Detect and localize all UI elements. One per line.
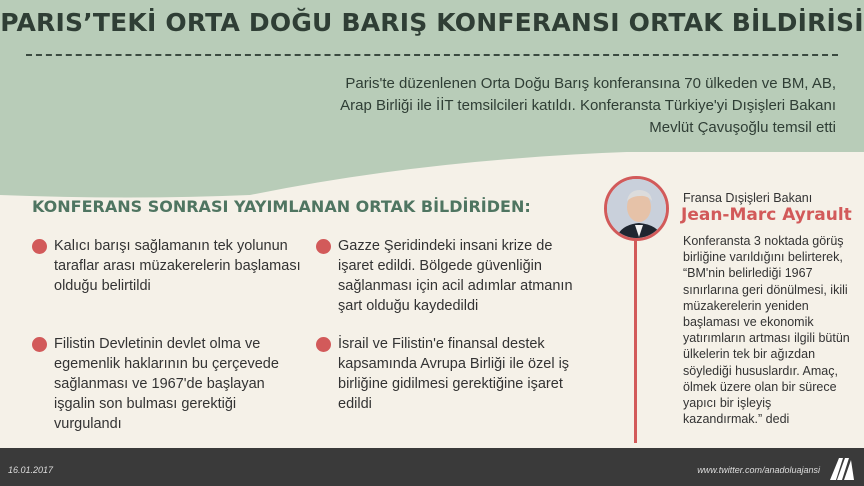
portrait-icon: [607, 179, 669, 241]
circle-bullet-icon: [32, 337, 47, 352]
page-title: PARIS’TEKİ ORTA DOĞU BARIŞ KONFERANSI ORTAK BİLDİRİSİ: [0, 8, 864, 37]
sidebar-role: Fransa Dışişleri Bakanı: [683, 191, 813, 205]
circle-bullet-icon: [316, 337, 331, 352]
bullet-text: İsrail ve Filistin'e finansal destek kapsamında Avrupa Birliği ile özel iş birliğine gidilmesi gerektiğine işaret edildi: [338, 336, 570, 412]
circle-bullet-icon: [316, 239, 331, 254]
sidebar-divider: [634, 218, 637, 443]
footer-bar: [0, 448, 864, 486]
sidebar-quote: Konferansta 3 noktada görüş birliğine varıldığını belirterek, “BM'nin belirlediği 1967 sınırlarına geri dönülmesi, ikili müzakerelerin yeniden başlaması ve ekonomik yatırımların artması ilgili bütün ülkelerin tek bir ağızdan söylediği hususlardır. Amaç, ölmek üzere olan bir sürece yapıcı bir işleyiş kazandırmak.” dedi: [683, 234, 850, 427]
sidebar-name: Jean-Marc Ayrault: [681, 205, 852, 225]
bullet-item: [54, 334, 304, 434]
avatar: [604, 176, 669, 241]
footer-url[interactable]: www.twitter.com/anadoluajansi: [697, 465, 820, 475]
footer-date: 16.01.2017: [8, 465, 54, 475]
bullet-item: [54, 236, 304, 296]
bullet-text: Filistin Devletinin devlet olma ve egemenlik haklarının bu çerçevede sağlanması ve 1967'de başlayan işgalin son bulması gerektiği vurgulandı: [54, 336, 279, 432]
title-divider: [26, 54, 838, 56]
bullet-text: Gazze Şeridindeki insani krize de işaret edildi. Bölgede güvenliğin sağlanması için acil adımlar atmanın şart olduğu kaydedildi: [338, 238, 573, 314]
intro-text: Paris'te düzenlenen Orta Doğu Barış konferansına 70 ülkeden ve BM, AB, Arap Birliği ile İİT temsilcileri katıldı. Konferansta Türkiye'yi Dışişleri Bakanı Mevlüt Çavuşoğlu temsil etti: [340, 75, 836, 136]
bullet-item: [338, 334, 588, 414]
bullet-text: Kalıcı barışı sağlamanın tek yolunun taraflar arası müzakerelerin başlaması olduğu belirtildi: [54, 238, 301, 294]
bullet-item: [338, 236, 588, 316]
anadolu-agency-logo: [828, 454, 856, 482]
section-heading: KONFERANS SONRASI YAYIMLANAN ORTAK BİLDİRİDEN:: [32, 197, 531, 216]
circle-bullet-icon: [32, 239, 47, 254]
